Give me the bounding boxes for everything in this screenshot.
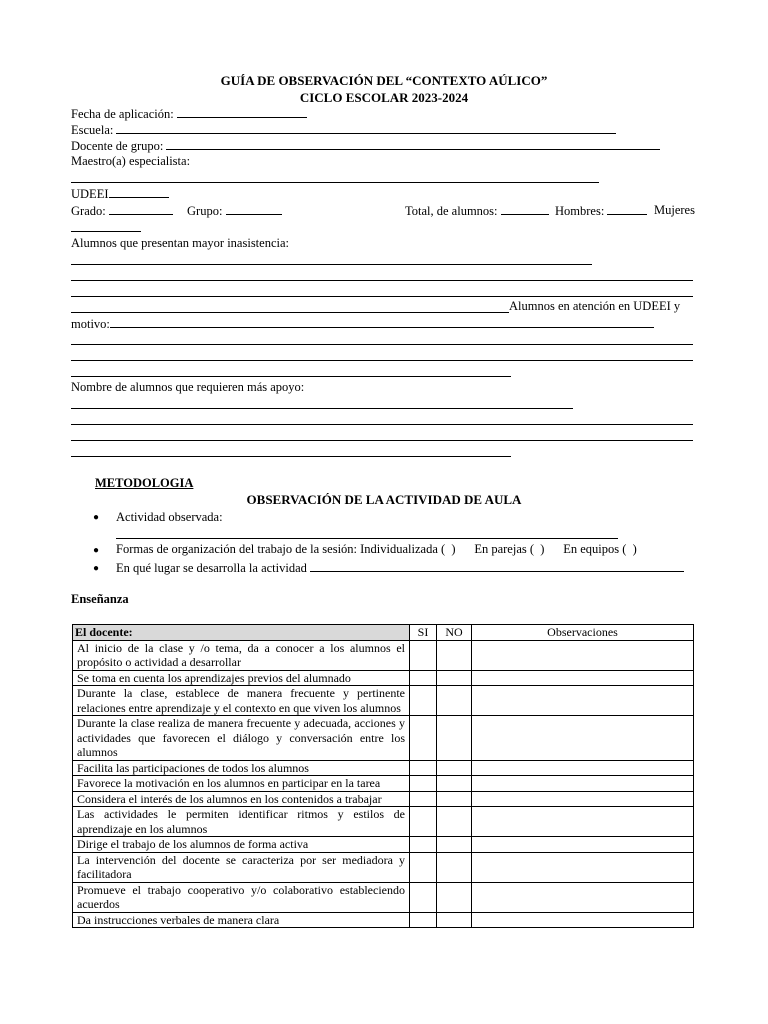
mujeres-label: Mujeres — [654, 203, 695, 217]
motivo-line-4[interactable] — [71, 376, 511, 377]
motivo-field[interactable] — [71, 316, 654, 332]
no-cell[interactable] — [437, 776, 472, 792]
total-blank[interactable] — [501, 203, 549, 215]
item-text: Promueve el trabajo cooperativo y/o colaborativo estableciendo acuerdos — [73, 882, 410, 912]
atencion-blank[interactable] — [71, 312, 509, 313]
table-row — [73, 670, 694, 686]
grupo-label: Grupo: — [187, 204, 223, 218]
item-text: Considera el interés de los alumnos en los contenidos a trabajar — [73, 791, 410, 807]
hombres-field[interactable] — [555, 203, 647, 219]
observaciones-cell[interactable] — [472, 686, 694, 716]
table-header-row — [73, 625, 694, 641]
hombres-label: Hombres: — [555, 204, 605, 218]
fecha-label: Fecha de aplicación: — [71, 107, 174, 121]
escuela-field[interactable] — [71, 122, 616, 138]
inasistencia-label: Alumnos que presentan mayor inasistencia: — [71, 236, 289, 250]
actividad-label: Actividad observada: — [116, 510, 223, 524]
inasistencia-line-1[interactable] — [71, 264, 592, 265]
table-row — [73, 837, 694, 853]
observaciones-cell[interactable] — [472, 912, 694, 928]
observaciones-cell[interactable] — [472, 716, 694, 761]
observaciones-cell[interactable] — [472, 640, 694, 670]
escuela-blank[interactable] — [116, 122, 616, 134]
maestro-blank[interactable] — [71, 182, 599, 183]
document-title: GUÍA DE OBSERVACIÓN DEL “CONTEXTO AÚLICO” — [220, 73, 548, 88]
no-cell[interactable] — [437, 807, 472, 837]
actividad-blank[interactable] — [116, 538, 618, 539]
si-cell[interactable] — [410, 670, 437, 686]
ensenanza-heading: Enseñanza — [71, 592, 129, 606]
table-row — [73, 760, 694, 776]
si-cell[interactable] — [410, 791, 437, 807]
table-row — [73, 640, 694, 670]
item-text: Facilita las participaciones de todos los alumnos — [73, 760, 410, 776]
no-cell[interactable] — [437, 686, 472, 716]
observacion-heading: OBSERVACIÓN DE LA ACTIVIDAD DE AULA — [246, 492, 522, 507]
docente-label: Docente de grupo: — [71, 139, 164, 153]
observaciones-cell[interactable] — [472, 882, 694, 912]
table-row — [73, 716, 694, 761]
observation-table — [72, 624, 694, 928]
observaciones-cell[interactable] — [472, 776, 694, 792]
item-text: La intervención del docente se caracteriza por ser mediadora y facilitadora — [73, 852, 410, 882]
no-cell[interactable] — [437, 837, 472, 853]
si-cell[interactable] — [410, 776, 437, 792]
docente-blank[interactable] — [166, 138, 660, 150]
escuela-label: Escuela: — [71, 123, 114, 137]
grupo-field[interactable] — [187, 203, 282, 219]
grado-blank[interactable] — [109, 203, 173, 215]
apoyo-line-2[interactable] — [71, 424, 693, 425]
observaciones-cell[interactable] — [472, 670, 694, 686]
si-cell[interactable] — [410, 807, 437, 837]
lugar-blank[interactable] — [310, 560, 684, 572]
bullet-icon: ● — [93, 563, 100, 574]
fecha-field[interactable] — [71, 106, 307, 122]
no-cell[interactable] — [437, 760, 472, 776]
lugar-field[interactable] — [116, 560, 684, 576]
no-cell[interactable] — [437, 882, 472, 912]
udeei-blank[interactable] — [109, 186, 169, 198]
bullet-icon: ● — [93, 545, 100, 556]
maestro-field — [71, 154, 190, 169]
apoyo-line-1[interactable] — [71, 408, 573, 409]
table-row — [73, 791, 694, 807]
atencion-label: Alumnos en atención en UDEEI y — [509, 299, 681, 313]
item-text: Las actividades le permiten identificar ritmos y estilos de aprendizaje en los alumnos — [73, 807, 410, 837]
table-row — [73, 686, 694, 716]
organizacion-label: Formas de organización del trabajo de la sesión: Individualizada ( ) En parejas ( ) En equipos ( ) — [116, 542, 637, 556]
no-cell[interactable] — [437, 912, 472, 928]
header-si: SI — [410, 625, 437, 641]
mujeres-blank[interactable] — [71, 231, 141, 232]
si-cell[interactable] — [410, 882, 437, 912]
observaciones-cell[interactable] — [472, 791, 694, 807]
no-cell[interactable] — [437, 852, 472, 882]
total-field[interactable] — [405, 203, 549, 219]
no-cell[interactable] — [437, 716, 472, 761]
table-row — [73, 776, 694, 792]
table-row — [73, 807, 694, 837]
inasistencia-line-2[interactable] — [71, 280, 693, 281]
motivo-blank[interactable] — [110, 316, 654, 328]
inasistencia-line-3[interactable] — [71, 296, 693, 297]
si-cell[interactable] — [410, 686, 437, 716]
total-label: Total, de alumnos: — [405, 204, 498, 218]
lugar-label: En qué lugar se desarrolla la actividad — [116, 561, 307, 575]
udeei-field[interactable] — [71, 186, 169, 202]
motivo-line-2[interactable] — [71, 344, 693, 345]
table-row — [73, 852, 694, 882]
si-cell[interactable] — [410, 852, 437, 882]
header-docente: El docente: — [73, 625, 410, 641]
si-cell[interactable] — [410, 640, 437, 670]
observaciones-cell[interactable] — [472, 760, 694, 776]
si-cell[interactable] — [410, 716, 437, 761]
apoyo-line-4[interactable] — [71, 456, 511, 457]
item-text: Favorece la motivación en los alumnos en participar en la tarea — [73, 776, 410, 792]
observaciones-cell[interactable] — [472, 807, 694, 837]
motivo-line-3[interactable] — [71, 360, 693, 361]
metodologia-heading: METODOLOGIA — [95, 476, 194, 490]
item-text: Se toma en cuenta los aprendizajes previos del alumnado — [73, 670, 410, 686]
hombres-blank[interactable] — [607, 203, 647, 215]
motivo-label: motivo: — [71, 317, 110, 331]
no-cell[interactable] — [437, 670, 472, 686]
document-subtitle: CICLO ESCOLAR 2023-2024 — [299, 90, 469, 105]
si-cell[interactable] — [410, 760, 437, 776]
docente-field[interactable] — [71, 138, 660, 154]
header-observaciones: Observaciones — [472, 625, 694, 641]
header-no: NO — [437, 625, 472, 641]
no-cell[interactable] — [437, 640, 472, 670]
si-cell[interactable] — [410, 912, 437, 928]
item-text: Al inicio de la clase y /o tema, da a conocer a los alumnos el propósito o actividad a desarrollar — [73, 640, 410, 670]
grado-label: Grado: — [71, 204, 106, 218]
observaciones-cell[interactable] — [472, 852, 694, 882]
item-text: Dirige el trabajo de los alumnos de forma activa — [73, 837, 410, 853]
grado-field[interactable] — [71, 203, 173, 219]
apoyo-line-3[interactable] — [71, 440, 693, 441]
si-cell[interactable] — [410, 837, 437, 853]
item-text: Da instrucciones verbales de manera clara — [73, 912, 410, 928]
udeei-label: UDEEI — [71, 187, 109, 201]
no-cell[interactable] — [437, 791, 472, 807]
item-text: Durante la clase, establece de manera frecuente y pertinente relaciones entre aprendizaje y el contexto en que viven los alumnos — [73, 686, 410, 716]
apoyo-label: Nombre de alumnos que requieren más apoyo: — [71, 380, 305, 394]
table-row — [73, 882, 694, 912]
maestro-label: Maestro(a) especialista: — [71, 154, 191, 168]
table-row — [73, 912, 694, 928]
observaciones-cell[interactable] — [472, 837, 694, 853]
fecha-blank[interactable] — [177, 106, 307, 118]
grupo-blank[interactable] — [226, 203, 282, 215]
item-text: Durante la clase realiza de manera frecuente y adecuada, acciones y actividades que favorecen el diálogo y conversación entre los alumnos — [73, 716, 410, 761]
bullet-icon: ● — [93, 512, 100, 523]
